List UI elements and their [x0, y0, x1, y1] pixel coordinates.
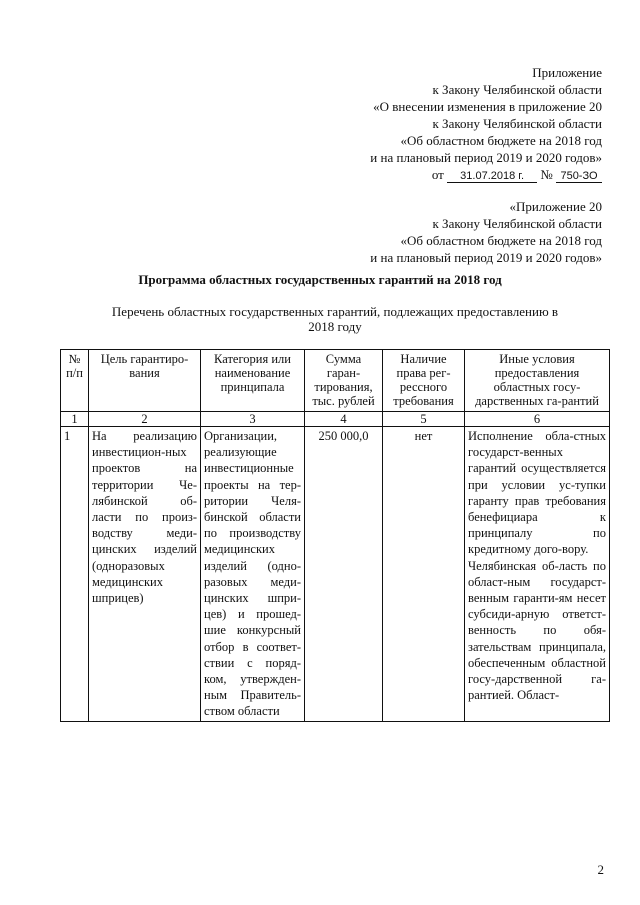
header-regress: Наличие права рег-рессного требования — [383, 350, 465, 412]
appendix-header — [370, 64, 602, 183]
row-purpose: На реализацию инвестицион-ных проектов на территории Че-лябинской об-ласти по произ-водству меди-цинских изделий (одноразовых медицинских шприцев) — [89, 427, 201, 722]
appendix-header-line: к Закону Челябинской области — [432, 116, 602, 131]
column-numbers-row — [61, 412, 610, 427]
original-appendix-line: к Закону Челябинской области — [432, 216, 602, 231]
original-appendix-line: «Об областном бюджете на 2018 год — [400, 233, 602, 248]
appendix-header-line: «О внесении изменения в приложение 20 — [373, 99, 602, 114]
law-date: 31.07.2018 г. — [447, 170, 537, 183]
row-principal: Организации, реализующие инвестиционные проекты на тер-ритории Челя-бинской области по производству медицинских изделий (одно-разовых меди-цинских шпри-цев) и прошед-шие конкурсный отбор в соответ-ствии с поряд-ком, утвержден-ным Правитель-ством области — [201, 427, 305, 722]
header-purpose: Цель гарантиро-вания — [89, 350, 201, 412]
appendix-header-line: и на плановый период 2019 и 2020 годов» — [370, 150, 602, 165]
conditions-paragraph: Исполнение обла-стных государст-венных гарантий осуществляется при условии ус-тупки гаранту прав требования бенефициара к принципалу по кредитному дого-вору. — [468, 429, 606, 557]
original-appendix-line: и на плановый период 2019 и 2020 годов» — [370, 250, 602, 265]
header-principal: Категория или наименование принципала — [201, 350, 305, 412]
column-number: 6 — [465, 412, 610, 427]
page-number: 2 — [597, 862, 604, 877]
original-appendix-header — [370, 198, 602, 266]
appendix-header-line: к Закону Челябинской области — [432, 82, 602, 97]
appendix-header-line: Приложение — [532, 65, 602, 80]
header-conditions: Иные условия предоставления областных госу-дарственных га-рантий — [465, 350, 610, 412]
row-conditions — [465, 427, 610, 722]
document-subtitle: Перечень областных государственных гарантий, подлежащих предоставлению в 2018 году — [111, 304, 559, 334]
document-title: Программа областных государственных гарантий на 2018 год — [138, 272, 502, 287]
column-number: 5 — [383, 412, 465, 427]
conditions-paragraph: Челябинская об-ласть по област-ным государст-венным гаранти-ям несет субсиди-арную ответст-венность по обя-зательствам принципала, обеспеченным областной госу-дарственной га-рантией. Област- — [468, 558, 606, 703]
number-prefix: № — [540, 167, 553, 182]
column-number: 2 — [89, 412, 201, 427]
row-amount: 250 000,0 — [305, 427, 383, 722]
appendix-header-line: «Об областном бюджете на 2018 год — [400, 133, 602, 148]
column-number: 1 — [61, 412, 89, 427]
header-num: № п/п — [61, 350, 89, 412]
column-number: 4 — [305, 412, 383, 427]
row-num: 1 — [61, 427, 89, 722]
table-row — [61, 427, 610, 722]
law-number: 750-ЗО — [556, 170, 602, 183]
date-prefix: от — [431, 167, 444, 182]
table-header-row — [61, 350, 610, 412]
law-date-line — [370, 166, 602, 183]
header-amount: Сумма гаран-тирования, тыс. рублей — [305, 350, 383, 412]
guarantees-table — [60, 349, 610, 722]
row-regress: нет — [383, 427, 465, 722]
column-number: 3 — [201, 412, 305, 427]
original-appendix-line: «Приложение 20 — [509, 199, 602, 214]
